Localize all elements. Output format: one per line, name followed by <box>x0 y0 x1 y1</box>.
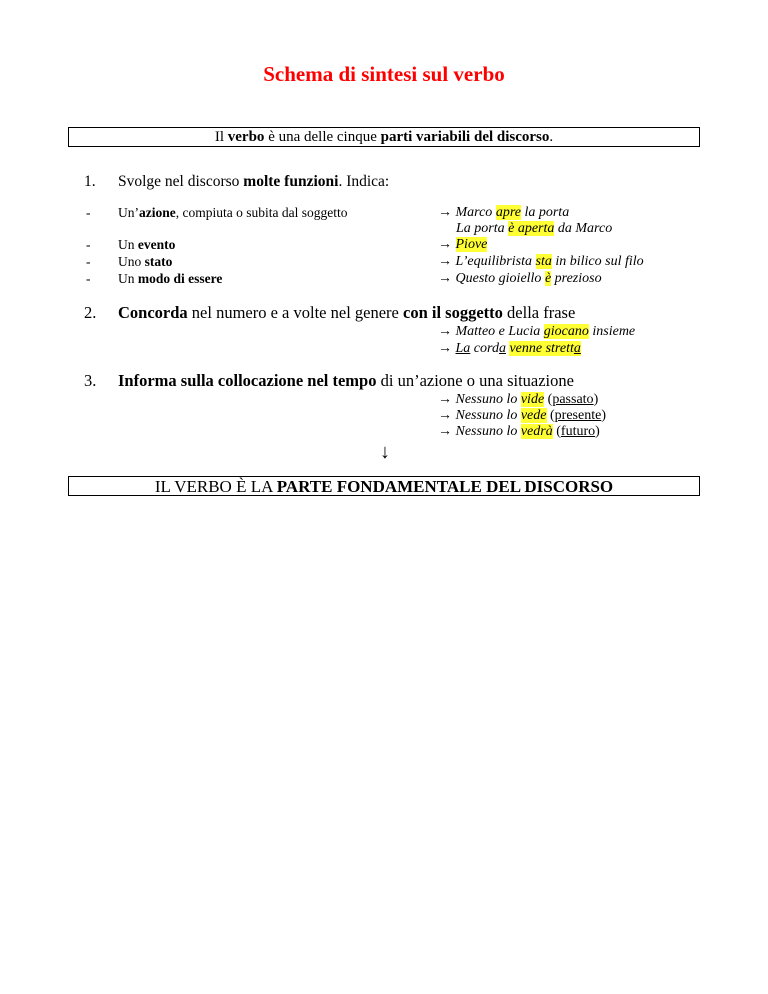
item-bold: azione <box>139 205 176 220</box>
conclusion-text: IL VERBO È LA <box>154 477 277 496</box>
example-pre: La porta <box>456 221 509 236</box>
point1-number: 1. <box>84 173 96 190</box>
example-la-porta <box>456 220 612 237</box>
item-bold: stato <box>144 254 173 269</box>
point1-heading <box>118 172 389 192</box>
noun-stem: cord <box>473 341 499 356</box>
point2-bold-2: con il soggetto <box>403 303 503 322</box>
example-vede <box>438 407 606 424</box>
paren-open: ( <box>547 392 553 407</box>
point1-bullet-3: - <box>86 254 91 269</box>
conclusion-bold: PARTE FONDAMENTALE DEL DISCORSO <box>276 477 614 496</box>
example-post: prezioso <box>551 271 602 286</box>
example-post: la porta <box>520 205 570 220</box>
intro-text-2: è una delle cinque <box>264 129 381 145</box>
verb-highlight: è aperta <box>508 221 555 236</box>
example-vide <box>438 391 598 408</box>
verb-highlight: vede <box>520 408 547 423</box>
example-post: insieme <box>588 324 636 339</box>
example-piove <box>438 236 487 253</box>
point1-text-1: Svolge nel discorso <box>118 173 244 190</box>
point2-text-1: nel numero e a volte nel genere <box>187 303 403 322</box>
intro-text-1: Il <box>214 129 228 145</box>
example-gioiello <box>438 270 602 287</box>
underlined-ending: a <box>498 341 506 356</box>
verb-highlight: vide <box>520 392 545 407</box>
item-bold: evento <box>137 237 176 252</box>
point1-item-evento <box>118 236 175 253</box>
arrow: → <box>438 408 456 423</box>
arrow: → <box>438 205 456 220</box>
example-vedra <box>438 423 600 440</box>
intro-text-3: . <box>549 129 554 145</box>
example-pre: Matteo e Lucia <box>455 324 544 339</box>
paren-close: ) <box>601 408 606 423</box>
point3-number: 3. <box>84 371 97 390</box>
item-pre: Un’ <box>118 205 139 220</box>
arrow: → <box>438 324 456 339</box>
verb-highlight: Piove <box>455 237 488 252</box>
example-matteo <box>438 323 635 340</box>
verb-stem: venne strett <box>509 341 574 356</box>
intro-bold-parti: parti variabili del discorso <box>380 129 550 145</box>
point1-item-azione <box>118 204 347 221</box>
point3-bold: Informa sulla collocazione nel tempo <box>118 371 377 390</box>
item-pre: Un <box>118 271 138 286</box>
example-corda <box>438 340 581 357</box>
verb-highlight: è <box>544 271 552 286</box>
tense-label: presente <box>554 408 602 423</box>
example-pre: Questo gioiello <box>455 271 545 286</box>
item-pre: Un <box>118 237 138 252</box>
arrow: → <box>438 254 456 269</box>
item-bold: modo di essere <box>137 271 223 286</box>
intro-box <box>68 127 700 147</box>
item-pre: Uno <box>118 254 145 269</box>
point1-bold: molte funzioni <box>243 173 339 190</box>
point1-bullet-1: - <box>86 205 91 220</box>
arrow: → <box>438 271 456 286</box>
verb-highlight: sta <box>535 254 552 269</box>
arrow: → <box>438 424 456 439</box>
verb-highlight: vedrà <box>520 424 553 439</box>
point1-item-stato <box>118 253 172 270</box>
point1-bullet-4: - <box>86 271 91 286</box>
point1-bullet-2: - <box>86 237 91 252</box>
verb-highlight <box>509 341 580 356</box>
underlined-article: La <box>455 341 471 356</box>
paren-close: ) <box>593 392 599 407</box>
point1-text-2: . Indica: <box>338 173 390 190</box>
page-title: Schema di sintesi sul verbo <box>263 62 505 86</box>
point2-heading <box>118 303 575 323</box>
example-pre: Nessuno lo <box>455 408 521 423</box>
paren-open: ( <box>556 424 561 439</box>
tense-label: passato <box>552 392 594 407</box>
item-post: , compiuta o subita dal soggetto <box>175 205 348 220</box>
arrow: → <box>438 237 456 252</box>
verb-highlight: apre <box>495 205 521 220</box>
point3-text: di un’azione o una situazione <box>376 371 574 390</box>
example-marco <box>438 204 569 221</box>
point1-item-modo <box>118 270 222 287</box>
point2-bold-1: Concorda <box>118 303 188 322</box>
example-pre: L’equilibrista <box>455 254 536 269</box>
arrow: → <box>438 392 456 407</box>
example-post: da Marco <box>554 221 613 236</box>
intro-bold-verbo: verbo <box>227 129 265 145</box>
paren-open: ( <box>550 408 555 423</box>
point2-number: 2. <box>84 303 97 322</box>
example-pre: Nessuno lo <box>455 392 521 407</box>
underlined-ending: a <box>573 341 581 356</box>
paren-close: ) <box>595 424 600 439</box>
example-pre: Nessuno lo <box>455 424 521 439</box>
example-equilibrista <box>438 253 644 270</box>
conclusion-box <box>68 476 700 496</box>
down-arrow-icon: ↓ <box>380 441 390 463</box>
tense-label: futuro <box>560 424 596 439</box>
point3-heading <box>118 371 574 391</box>
example-pre: Marco <box>455 205 496 220</box>
example-post: in bilico sul filo <box>551 254 644 269</box>
point2-text-2: della frase <box>502 303 576 322</box>
arrow: → <box>438 341 456 356</box>
verb-highlight: giocano <box>543 324 589 339</box>
